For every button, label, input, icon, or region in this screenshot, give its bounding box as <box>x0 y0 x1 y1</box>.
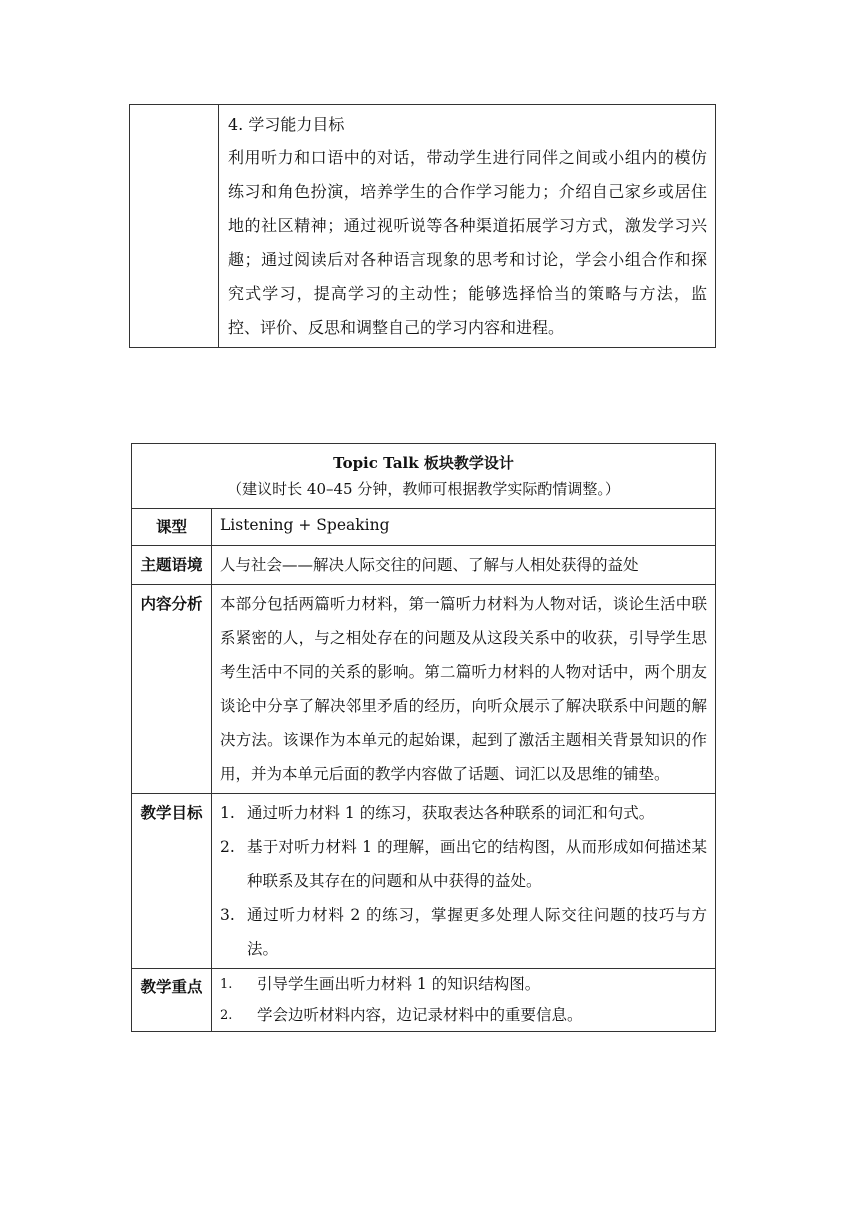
list-item-text: 学会边听材料内容，边记录材料中的重要信息。 <box>257 1006 583 1024</box>
list-item <box>220 796 707 830</box>
list-item-number: 3. <box>220 906 235 924</box>
list-item-text: 通过听力材料 1 的练习，获取表达各种联系的词汇和句式。 <box>247 804 655 822</box>
title-cell <box>132 444 716 509</box>
list-item-text: 引导学生画出听力材料 1 的知识结构图。 <box>257 975 541 993</box>
title-row <box>132 444 716 509</box>
list-item-number: 2. <box>220 838 235 856</box>
course-type-row <box>132 509 716 546</box>
theme-context-label: 主题语境 <box>132 546 212 585</box>
teaching-focus-label: 教学重点 <box>132 969 212 1032</box>
theme-context-row <box>132 546 716 585</box>
content-analysis-row <box>132 585 716 794</box>
teaching-goals-row <box>132 794 716 969</box>
table-subtitle: （建议时长 40–45 分钟，教师可根据教学实际酌情调整。） <box>227 480 620 498</box>
ability-goals-row <box>130 105 716 348</box>
teaching-focus-row <box>132 969 716 1032</box>
teaching-design-table <box>131 443 716 1032</box>
content-analysis-value: 本部分包括两篇听力材料，第一篇听力材料为人物对话，谈论生活中联系紧密的人，与之相处存在的问题及从这段关系中的收获，引导学生思考生活中不同的关系的影响。第二篇听力材料的人物对话中，两个朋友谈论中分享了解决邻里矛盾的经历，向听众展示了解决联系中问题的解决方法。该课作为本单元的起始课，起到了激活主题相关背景知识的作用，并为本单元后面的教学内容做了话题、词汇以及思维的铺垫。 <box>212 585 716 794</box>
teaching-focus-cell <box>212 969 716 1032</box>
list-item <box>220 898 707 966</box>
content-analysis-label: 内容分析 <box>132 585 212 794</box>
list-item-number: 2. <box>220 1008 233 1023</box>
theme-context-value: 人与社会——解决人际交往的问题、了解与人相处获得的益处 <box>212 546 716 585</box>
ability-goals-heading: 4. 学习能力目标 <box>228 115 345 134</box>
course-type-label: 课型 <box>132 509 212 546</box>
list-item-number: 1. <box>220 804 235 822</box>
ability-goals-text: 利用听力和口语中的对话，带动学生进行同伴之间或小组内的模仿练习和角色扮演，培养学生的合作学习能力；介绍自己家乡或居住地的社区精神；通过视听说等各种渠道拓展学习方式，激发学习兴趣；通过阅读后对各种语言现象的思考和讨论，学会小组合作和探究式学习，提高学习的主动性；能够选择恰当的策略与方法，监控、评价、反思和调整自己的学习内容和进程。 <box>228 148 707 337</box>
list-item <box>220 1000 707 1031</box>
list-item-number: 1. <box>220 977 233 992</box>
teaching-goals-list <box>220 796 707 966</box>
teaching-focus-list <box>220 969 707 1031</box>
list-item-text: 基于对听力材料 1 的理解，画出它的结构图，从而形成如何描述某种联系及其存在的问题和从中获得的益处。 <box>247 838 707 890</box>
teaching-goals-label: 教学目标 <box>132 794 212 969</box>
course-type-value: Listening + Speaking <box>212 509 716 546</box>
table-title: Topic Talk 板块教学设计 <box>333 454 514 472</box>
list-item <box>220 830 707 898</box>
ability-goals-table <box>129 104 716 348</box>
empty-label-cell <box>130 105 219 348</box>
teaching-goals-cell <box>212 794 716 969</box>
list-item <box>220 969 707 1000</box>
list-item-text: 通过听力材料 2 的练习，掌握更多处理人际交往问题的技巧与方法。 <box>247 906 707 958</box>
ability-goals-cell <box>219 105 716 348</box>
